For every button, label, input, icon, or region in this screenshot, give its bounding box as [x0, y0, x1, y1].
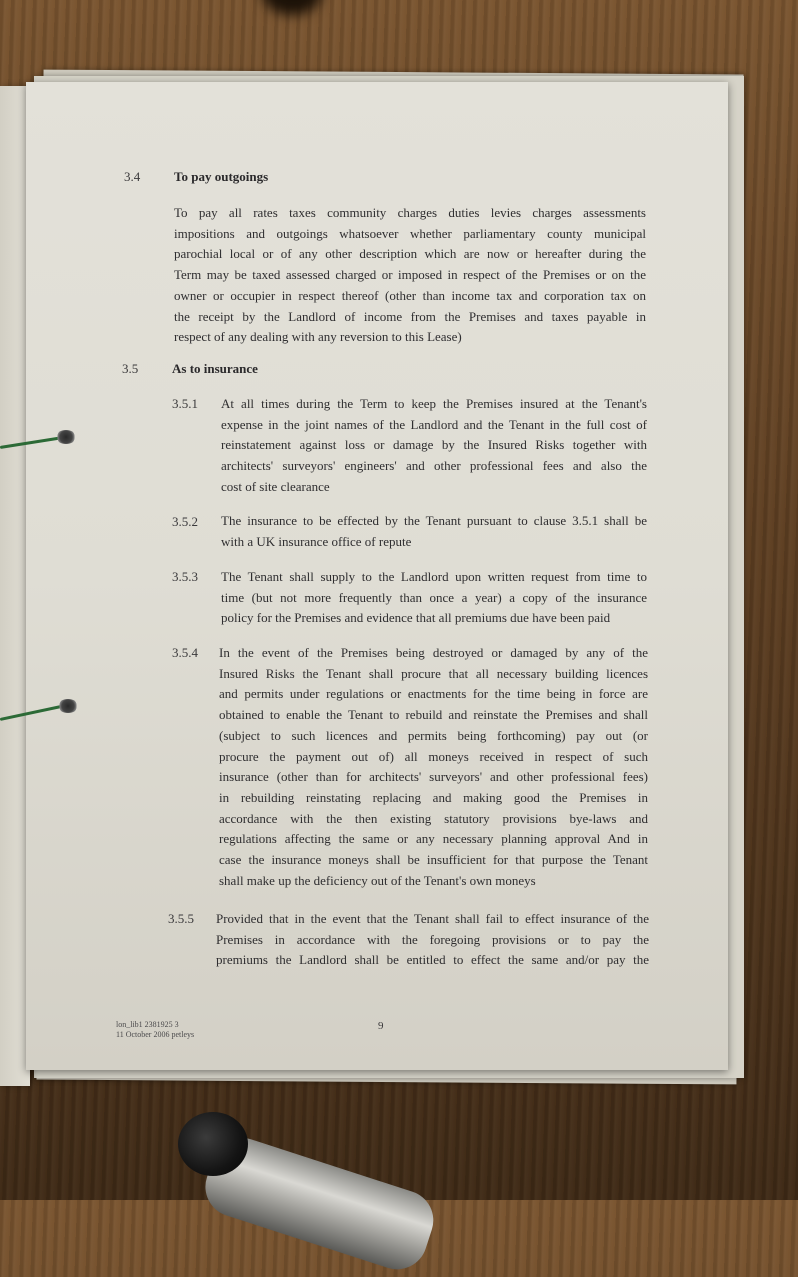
text-line: Premises in accordance with the foregoing provisions or to pay the	[216, 931, 649, 947]
clause-heading-3-5: As to insurance	[172, 361, 258, 376]
text-line: To pay all rates taxes community charges duties levies charges assessments	[174, 205, 646, 220]
subclause-text-3-5-4	[219, 643, 648, 891]
subclause-text-3-5-1	[221, 394, 647, 498]
binding-hole-top	[56, 430, 76, 444]
binding-hole-bottom	[58, 699, 78, 713]
text-line: owner or occupier in respect thereof (other than income tax and corporation tax on	[174, 287, 646, 303]
text-line: the receipt by the Landlord of income from the Premises and taxes payable in	[174, 308, 646, 324]
text-line: reinstatement against loss or damage by the Insured Risks together with	[221, 437, 647, 453]
text-line: The insurance to be effected by the Tenant pursuant to clause 3.5.1 shall be	[221, 513, 647, 528]
text-line: and permits under regulations or enactments for the time being in force are	[219, 686, 648, 702]
clause-number-3-4: 3.4	[124, 169, 141, 184]
text-line: premiums the Landlord shall be entitled to effect the same and/or pay the	[216, 952, 649, 968]
text-line: Insured Risks the Tenant shall procure that all necessary building licences	[219, 665, 648, 681]
footer-reference-line: lon_lib1 2381925 3	[116, 1020, 179, 1029]
document-page	[26, 82, 728, 1070]
text-line: Term may be taxed assessed charged or imposed in respect of the Premises or on the	[174, 267, 646, 283]
text-line: obtained to enable the Tenant to rebuild and reinstate the Premises and shall	[219, 707, 648, 723]
subclause-number-3-5-5: 3.5.5	[168, 911, 194, 926]
text-line: insurance (other than for architects' surveyors' and other professional fees)	[219, 769, 648, 785]
text-line: accordance with the then existing statutory provisions bye-laws and	[219, 810, 648, 826]
text-line: with a UK insurance office of repute	[221, 533, 412, 549]
text-line: shall make up the deficiency out of the Tenant's own moneys	[219, 872, 536, 888]
clause-number-3-5: 3.5	[122, 361, 139, 376]
clause-heading-3-4: To pay outgoings	[174, 169, 269, 184]
footer-reference-line: 11 October 2006 petleys	[116, 1030, 195, 1039]
text-line: time (but not more frequently than once a year) a copy of the insurance	[221, 589, 647, 605]
text-line: procure the payment out of) all moneys received in respect of such	[219, 748, 648, 764]
text-line: parochial local or of any other description which are now or hereafter during the	[174, 246, 646, 262]
footer-reference	[116, 1020, 194, 1040]
text-line: impositions and outgoings whatsoever whether parliamentary county municipal	[174, 225, 646, 241]
clause-text-3-4	[174, 203, 646, 348]
subclause-number-3-5-2: 3.5.2	[172, 514, 198, 529]
text-line: At all times during the Term to keep the Premises insured at the Tenant's	[221, 396, 647, 411]
text-line: Provided that in the event that the Tenant shall fail to effect insurance of the	[216, 911, 649, 926]
text-line: (subject to such licences and permits being forthcoming) pay out (or	[219, 727, 648, 743]
text-line: cost of site clearance	[221, 478, 330, 494]
text-line: In the event of the Premises being destroyed or damaged by any of the	[219, 645, 648, 660]
pen-cap	[178, 1112, 248, 1176]
shadow-blob	[262, 0, 322, 15]
text-line: architects' surveyors' engineers' and other professional fees and also the	[221, 458, 647, 474]
text-line: respect of any dealing with any reversion to this Lease)	[174, 329, 462, 345]
subclause-number-3-5-1: 3.5.1	[172, 396, 198, 411]
text-line: regulations affecting the same or any necessary planning approval And in	[219, 831, 648, 847]
subclause-number-3-5-3: 3.5.3	[172, 569, 198, 584]
text-line: The Tenant shall supply to the Landlord upon written request from time to	[221, 569, 647, 584]
text-line: policy for the Premises and evidence that all premiums due have been paid	[221, 610, 611, 626]
subclause-text-3-5-2	[221, 511, 647, 552]
page-number: 9	[378, 1020, 384, 1032]
subclause-number-3-5-4: 3.5.4	[172, 645, 198, 660]
subclause-text-3-5-3	[221, 567, 647, 629]
text-line: expense in the joint names of the Landlord and the Tenant in the full cost of	[221, 416, 647, 432]
subclause-text-3-5-5	[216, 909, 649, 971]
text-line: in rebuilding reinstating replacing and making good the Premises in	[219, 789, 648, 805]
text-line: case the insurance moneys shall be insufficient for that purpose the Tenant	[219, 852, 648, 868]
